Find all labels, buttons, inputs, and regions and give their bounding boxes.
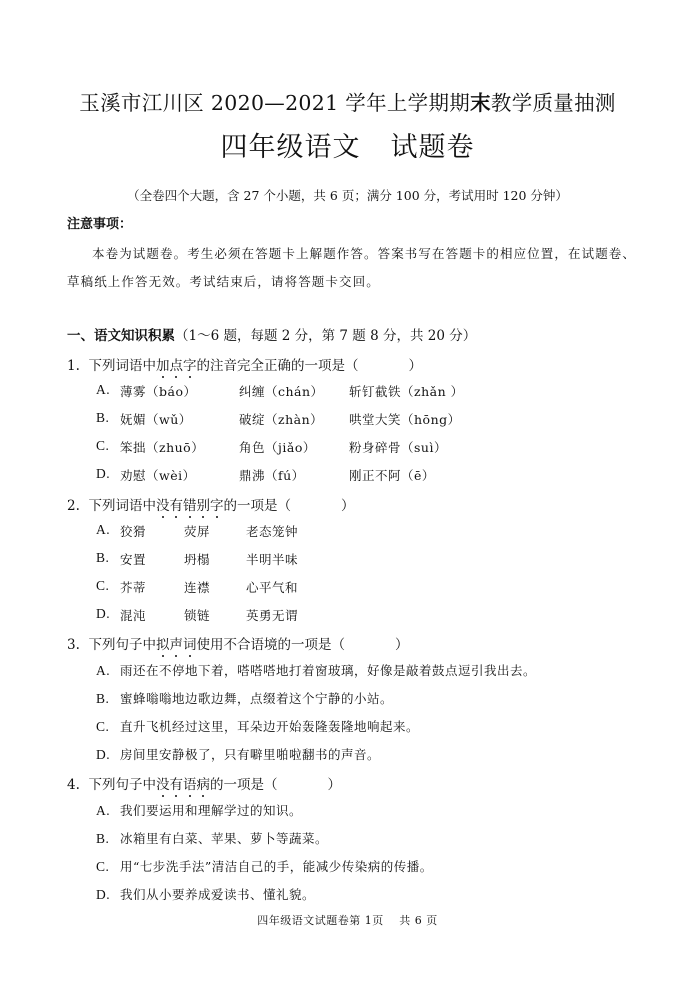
dotted-char: 加 — [156, 354, 170, 374]
option-item: 芥蒂 — [120, 580, 147, 595]
option-2a — [96, 522, 299, 539]
option-item: 混沌 — [120, 608, 147, 623]
dotted-char: 没 — [156, 773, 170, 793]
dotted-char: 别 — [196, 494, 210, 514]
question-number: 2. — [67, 498, 80, 514]
dotted-char: 拟 — [156, 633, 170, 653]
option-item: 妩媚（wǔ） — [120, 412, 192, 427]
option-4a — [96, 801, 302, 819]
option-item: 狡猾 — [120, 524, 147, 539]
option-label: D. — [96, 887, 111, 902]
question-number: 3. — [67, 637, 80, 653]
exam-subtitle — [0, 125, 695, 164]
notice-heading: 注意事项： — [67, 217, 133, 232]
option-label: C. — [96, 719, 110, 734]
option-text: 蜜蜂嗡嗡地边歌边舞，点缀着这个宁静的小站。 — [120, 691, 394, 706]
option-item: 破绽（zhàn） — [239, 412, 324, 427]
option-item: 笨拙（zhuō） — [120, 440, 205, 455]
dotted-char: 有 — [169, 494, 183, 514]
option-label: B. — [96, 831, 110, 846]
option-4b — [96, 829, 328, 847]
notice-body: 本卷为试题卷。考生必须在答题卡上解题作答。答案书写在答题卡的相应位置，在试题卷、草稿纸上作答无效。考试结束后，请将答题卡交回。 — [67, 246, 637, 289]
stem-text: 下列句子中 — [88, 637, 156, 653]
option-label: C. — [96, 578, 110, 593]
option-3c — [96, 717, 419, 735]
option-2c — [96, 578, 299, 595]
option-item: 薄雾（báo） — [120, 384, 197, 399]
option-item: 半明半味 — [246, 552, 299, 567]
option-item: 粉身碎骨（suì） — [349, 440, 447, 455]
option-label: A. — [96, 803, 111, 818]
option-2d — [96, 606, 299, 623]
stem-close: ） — [327, 777, 341, 793]
option-3d — [96, 745, 380, 763]
option-item: 劝慰（wèi） — [120, 468, 196, 483]
stem-text: 使用不合语境的一项是（ — [196, 637, 345, 653]
dotted-char: 错 — [183, 494, 197, 514]
title-text-end: 教学质量抽测 — [490, 91, 616, 115]
option-label: D. — [96, 747, 111, 762]
option-item: 角色（jiǎo） — [239, 440, 316, 455]
dotted-char: 字 — [183, 354, 197, 374]
section-desc: （1～6 题，每题 2 分，第 7 题 8 分，共 20 分） — [175, 328, 477, 344]
option-label: D. — [96, 466, 111, 481]
question-1 — [67, 354, 422, 374]
dotted-char: 没 — [156, 494, 170, 514]
dotted-char: 语 — [183, 773, 197, 793]
option-label: B. — [96, 410, 110, 425]
option-4c — [96, 857, 433, 875]
option-label: D. — [96, 606, 111, 621]
option-item: 英勇无谓 — [246, 608, 299, 623]
option-label: B. — [96, 550, 110, 565]
option-item: 锁链 — [184, 608, 211, 623]
option-item: 斩钉截铁（zhǎn ） — [349, 384, 464, 399]
option-item: 连襟 — [184, 580, 211, 595]
stem-text: 的注音完全正确的一项是（ — [196, 358, 359, 374]
option-item: 老态笼钟 — [246, 524, 299, 539]
option-label: C. — [96, 859, 110, 874]
option-1b — [96, 410, 461, 427]
option-text: 用“七步洗手法”清洁自己的手，能减少传染病的传播。 — [120, 859, 433, 874]
option-text: 房间里安静极了，只有噼里啪啦翻书的声音。 — [120, 747, 381, 762]
question-number: 4. — [67, 777, 80, 793]
stem-close: ） — [340, 498, 355, 514]
question-3 — [67, 633, 408, 653]
option-item: 纠缠（chán） — [239, 384, 324, 399]
option-item: 鼎沸（fú） — [239, 468, 305, 483]
stem-close: ） — [394, 637, 409, 653]
option-3a — [96, 661, 536, 679]
paper-type-label: 试题卷 — [390, 132, 475, 163]
section-title: 一、语文知识积累 — [67, 328, 175, 344]
option-item: 刚正不阿（ē） — [349, 468, 435, 483]
option-item: 哄堂大笑（hōng） — [349, 412, 461, 427]
stem-text: 下列句子中 — [88, 777, 156, 793]
dotted-char: 点 — [169, 354, 183, 374]
option-text: 我们从小要养成爱读书、懂礼貌。 — [120, 887, 316, 902]
option-label: C. — [96, 438, 110, 453]
option-4d — [96, 885, 315, 903]
exam-info: （全卷四个大题，含 27 个小题，共 6 页；满分 100 分，考试用时 120 分钟） — [127, 188, 568, 203]
page-footer: 四年级语文试题卷第 1页 共 6 页 — [257, 914, 438, 927]
exam-title — [0, 86, 695, 116]
stem-text: 的一项是（ — [223, 498, 291, 514]
option-text: 冰箱里有白菜、苹果、萝卜等蔬菜。 — [120, 831, 329, 846]
dotted-char: 有 — [169, 773, 183, 793]
option-item: 心平气和 — [246, 580, 299, 595]
section-heading — [67, 324, 476, 344]
option-text: 我们要运用和理解学过的知识。 — [120, 803, 303, 818]
title-text: 玉溪市江川区 2020—2021 学年上学期期 — [79, 91, 471, 115]
dotted-char: 病 — [196, 773, 210, 793]
option-text: 直升飞机经过这里，耳朵边开始轰隆轰隆地响起来。 — [120, 719, 420, 734]
option-label: A. — [96, 522, 111, 537]
option-item: 坍榻 — [184, 552, 211, 567]
option-1a — [96, 382, 464, 399]
option-label: A. — [96, 382, 111, 397]
dotted-char: 字 — [210, 494, 224, 514]
stem-text: 下列词语中 — [88, 358, 156, 374]
dotted-char: 词 — [183, 633, 197, 653]
option-1c — [96, 438, 447, 455]
option-1d — [96, 466, 435, 483]
option-label: A. — [96, 663, 111, 678]
question-4 — [67, 773, 341, 793]
question-2 — [67, 494, 354, 514]
option-3b — [96, 689, 393, 707]
subject-label: 四年级语文 — [220, 132, 361, 163]
option-text: 雨还在不停地下着，嗒嗒嗒地打着窗玻璃，好像是敲着鼓点逗引我出去。 — [120, 663, 537, 678]
question-number: 1. — [67, 358, 80, 374]
option-item: 安置 — [120, 552, 147, 567]
option-2b — [96, 550, 299, 567]
option-label: B. — [96, 691, 110, 706]
stem-text: 的一项是（ — [209, 777, 278, 793]
option-item: 荧屏 — [184, 524, 211, 539]
stem-text: 下列词语中 — [88, 498, 156, 514]
title-emphasis: 末 — [470, 91, 491, 115]
stem-close: ） — [408, 358, 422, 374]
dotted-char: 声 — [169, 633, 183, 653]
